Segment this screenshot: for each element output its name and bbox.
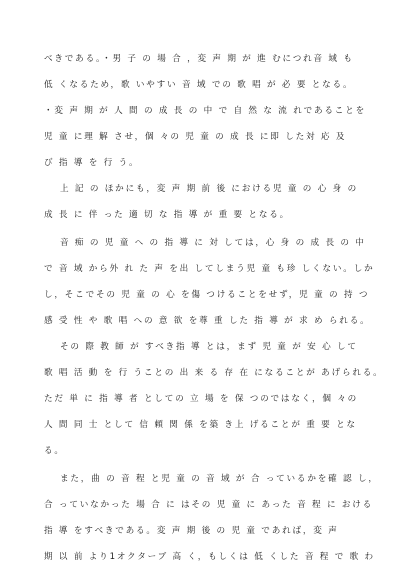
text-line: で 音 域 から外 れ た 声 を出 してしまう児 童 も珍 しくない。しか xyxy=(44,264,375,274)
text-line: び 指 導 を 行 う。 xyxy=(44,158,140,168)
paragraph-start-line: その 際 教 師 が すべき指 導 とは，まず 児 童 が 安 心 して xyxy=(60,342,358,352)
text-line: る。 xyxy=(44,446,65,456)
text-line: ・変 声 期 が 人 間 の 成 長 の 中 で 自 然 な 流 れであることを xyxy=(44,106,366,116)
text-line: 合 っていなかった 場 合 に はその 児 童 に あった 音 程 に おける xyxy=(44,500,374,510)
text-line: 成 長 に 伴 った 適 切 な 指 導 が 重 要 となる。 xyxy=(44,210,291,220)
text-line: し，そこでその 児 童 の 心 を傷 つけることをせず，児 童 の 持 つ xyxy=(44,290,370,300)
text-line: 指 導 をすべきである。変 声 期 後 の 児 童 であれば，変 声 xyxy=(44,526,339,536)
text-line: 歌 唱 活 動 を 行 うことの 出 来 る 存 在 になることが あげられる。 xyxy=(44,368,384,378)
text-line: 期 以 前 より1オクターブ 高 く，もしくは 低 くした 音 程 で 歌 わ xyxy=(44,552,375,562)
paragraph-start-line: また，曲 の 音 程 と児 童 の 音 域 が 合 っているかを確 認 し， xyxy=(60,474,379,484)
text-line: 児 童 に理 解 させ，個 々の 児 童 の 成 長 に即 した対 応 及 xyxy=(44,132,347,142)
text-line: 人 間 同 士 として 信 頼 関 係 を築 き上 げることが 重 要 とな xyxy=(44,420,357,430)
paragraph-start-line: 音 痴 の 児 童 へ の 指 導 に 対 しては，心 身 の 成 長 の 中 xyxy=(60,238,366,248)
text-line: 感 受 性 や 歌 唱 への 意 欲 を尊 重 した 指 導 が 求 め られる。 xyxy=(44,316,371,326)
text-line: ただ 単 に 指 導 者 としての 立 場 を 保 つのではなく，個 々の xyxy=(44,394,359,404)
paragraph-start-line: 上 記 の ほかにも，変 声 期 前 後 における児 童 の 心 身 の xyxy=(60,184,358,194)
text-line: べきである。・男 子 の 場 合 ，変 声 期 が 進 むにつれ音 域 も xyxy=(44,54,354,64)
text-line: 低 くなるため，歌 いやすい 音 域 での 歌 唱 が 必 要 となる。 xyxy=(44,80,354,90)
